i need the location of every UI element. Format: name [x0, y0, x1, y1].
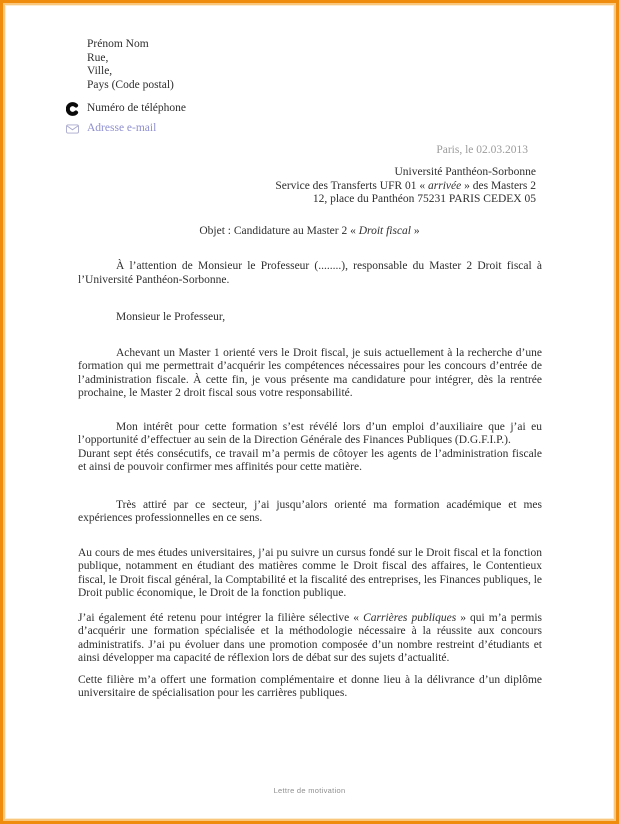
- recipient-university: Université Panthéon-Sorbonne: [394, 166, 536, 178]
- sender-city: Ville,: [87, 65, 113, 77]
- paragraph-interet: Mon intérêt pour cette formation s’est révélé lors d’un emploi d’auxiliaire que j’ai eu l’opportunité d’effectuer au sein de la Direction Générale des Finances Publiques (D.G.F.I.P.). Durant sept étés consécutifs, ce travail m’a permis de côtoyer les agents de l’administration fiscale et ainsi de pouvoir confirmer mes affinités pour cette matière.: [78, 420, 542, 473]
- phone-row: [65, 102, 616, 116]
- paragraph-filiere: J’ai également été retenu pour intégrer la filière sélective « Carrières publiques » qui m’a permis d’acquérir une formation spécialisée et la méthodologie nécessaire à la réussite aux concours administratifs. J’ai pu évoluer dans une promotion composée d’un nombre restreint d’étudiants et ainsi développer ma capacité de réflexion lors de débat sur des sujets d’actualité.: [78, 611, 543, 664]
- paragraph-achevant: Achevant un Master 1 orienté vers le Droit fiscal, je suis actuellement à la recherche d’une formation qui me permettrait d’acquérir les compétences nécessaires pour les concours d’entrée de l’administration fiscale. À cette fin, je vous présente ma candidature pour intégrer, dès la rentrée prochaine, le Master 2 droit fiscal sous votre responsabilité.: [78, 346, 542, 399]
- paragraph-attire: Très attiré par ce secteur, j’ai jusqu’alors orienté ma formation académique et mes expériences professionnelles en ce sens.: [78, 498, 542, 524]
- recipient-street: 12, place du Panthéon 75231 PARIS CEDEX 05: [312, 193, 536, 205]
- email-link[interactable]: Adresse e-mail: [87, 122, 157, 134]
- footer-caption: Lettre de motivation: [273, 785, 346, 795]
- sender-name: Prénom Nom: [87, 38, 149, 50]
- sender-street: Rue,: [87, 51, 109, 64]
- paragraph-diplome: Cette filière m’a offert une formation complémentaire et donne lieu à la délivrance d’un diplôme universitaire de spécialisation pour les carrières publiques.: [78, 673, 542, 699]
- paragraph-etudes: Au cours de mes études universitaires, j’ai pu suivre un cursus fondé sur le Droit fiscal et la fonction publique, notamment en étudiant des matières comme le Droit fiscal des affaires, le Contentieux fiscal, le Droit fiscal général, la Comptabilité et la fiscalité des entreprises, les Finances publiques, le Droit public économique, le Droit de la fonction publique.: [78, 546, 543, 599]
- sender-country: Pays (Code postal): [87, 78, 174, 91]
- recipient-address-block: [3, 166, 536, 207]
- sender-address-block: [87, 38, 616, 92]
- letter-body: [78, 260, 542, 701]
- paragraph-attention: À l’attention de Monsieur le Professeur (........), responsable du Master 2 Droit fiscal à l’Université Panthéon-Sorbonne.: [78, 260, 542, 286]
- date-line: Paris, le 02.03.2013: [436, 143, 528, 156]
- phone-label: Numéro de téléphone: [87, 102, 186, 115]
- recipient-service: Service des Transferts UFR 01 « arrivée » des Masters 2: [275, 179, 536, 192]
- envelope-icon: [65, 124, 79, 134]
- phone-icon: [65, 102, 79, 116]
- salutation: Monsieur le Professeur,: [116, 311, 226, 323]
- email-row: [65, 122, 616, 136]
- subject-line: Objet : Candidature au Master 2 « Droit fiscal »: [199, 224, 420, 237]
